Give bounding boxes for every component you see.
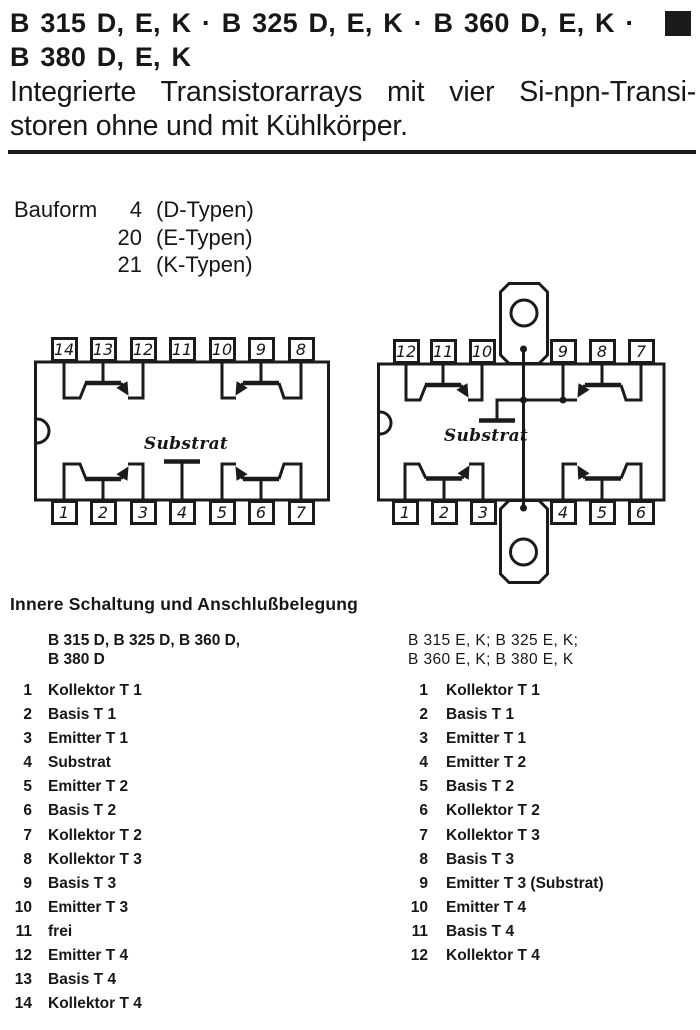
pin-number: 3	[419, 730, 428, 748]
pin-number: 3	[23, 730, 32, 748]
dip14-pin-9: 9	[248, 337, 275, 362]
dip14-pin-3: 3	[130, 500, 157, 525]
dip14-pin-4: 4	[169, 500, 196, 525]
pin-list-d-types	[14, 681, 344, 1018]
pin-function: Basis T 4	[446, 922, 515, 940]
pin-row	[14, 777, 344, 801]
pin-function: Kollektor T 3	[446, 826, 540, 844]
corner-marker-square	[665, 11, 691, 36]
pin-function: Kollektor T 4	[48, 995, 142, 1013]
substrat-label: Substrat	[443, 426, 529, 446]
junction-dot	[520, 397, 527, 404]
pin-number: 10	[14, 898, 32, 916]
dip14-pin-12: 12	[130, 337, 157, 362]
pin-row	[404, 826, 694, 850]
bauform-row	[14, 224, 254, 252]
pin-row	[14, 970, 344, 994]
column-header-d-types	[48, 632, 240, 669]
header-line: B 380 D	[48, 650, 105, 668]
dip14-pin-10: 10	[209, 337, 236, 362]
pin-function: Basis T 3	[48, 874, 117, 892]
pin-number: 8	[419, 850, 428, 868]
dip12-pin-3: 3	[470, 500, 497, 525]
pin-row	[14, 753, 344, 777]
title-line-2: B 380 D, E, K	[10, 42, 192, 72]
pin-function: Basis T 1	[446, 706, 515, 724]
pin-row	[404, 898, 694, 922]
dip14-pin-8: 8	[288, 337, 315, 362]
pin-function: Basis T 2	[446, 778, 515, 796]
pin-function: Emitter T 2	[446, 754, 527, 772]
pin-number: 9	[419, 874, 428, 892]
pin-function: Kollektor T 2	[446, 802, 540, 820]
dip12-package-diagram	[368, 270, 688, 590]
bauform-number: 20	[117, 224, 142, 250]
dip12-pin-9: 9	[550, 339, 577, 364]
dip14-pin-11: 11	[169, 337, 196, 362]
bauform-label: Bauform	[14, 197, 98, 222]
pin-list-ek-types	[404, 681, 694, 970]
pin-number: 2	[419, 706, 428, 724]
header-line: B 315 E, K; B 325 E, K;	[408, 632, 579, 649]
pin-function: Basis T 3	[446, 850, 515, 868]
pin-row	[404, 729, 694, 753]
pin-number: 7	[23, 826, 32, 844]
dip14-pin-7: 7	[288, 500, 315, 525]
junction-dot	[520, 346, 527, 353]
dip12-pin-10: 10	[469, 339, 496, 364]
pin-number: 9	[23, 874, 32, 892]
pin-function: Kollektor T 1	[446, 682, 540, 699]
substrat-label: Substrat	[143, 434, 229, 454]
pin-number: 12	[410, 947, 428, 965]
bauform-number: 4	[129, 197, 142, 222]
pin-number: 11	[411, 922, 428, 940]
pin-function: Emitter T 1	[48, 730, 129, 748]
pin-number: 5	[23, 778, 32, 796]
subtitle-line-1: Integrierte Transistorarrays mit vier Si-npn-Transi-	[10, 76, 696, 108]
junction-dot	[520, 505, 527, 512]
dip12-pin-2: 2	[431, 500, 458, 525]
pin-function: Basis T 1	[48, 706, 117, 724]
pin-row	[404, 922, 694, 946]
header-line: B 360 E, K; B 380 E, K	[408, 650, 574, 668]
pin-number: 4	[419, 754, 428, 772]
pin-row	[14, 801, 344, 825]
dip12-pin-6: 6	[628, 500, 655, 525]
dip14-pin-13: 13	[90, 337, 117, 362]
horizontal-rule	[8, 150, 696, 154]
pin-number: 4	[23, 754, 32, 772]
bauform-block	[14, 196, 254, 279]
pin-function: Emitter T 2	[48, 778, 129, 796]
bottom-mounting-tab	[501, 501, 548, 583]
pin-function: Emitter T 4	[446, 898, 527, 916]
pin-row	[14, 850, 344, 874]
pin-row	[404, 777, 694, 801]
pin-row	[404, 801, 694, 825]
pin-row	[404, 681, 694, 705]
dip14-pin-6: 6	[248, 500, 275, 525]
pin-row	[14, 994, 344, 1018]
dip12-pin-11: 11	[430, 339, 457, 364]
pin-function: Basis T 4	[48, 971, 117, 989]
pin-number: 5	[419, 778, 428, 796]
bauform-desc: (D-Typen)	[156, 197, 254, 222]
pin-number: 8	[23, 850, 32, 868]
pin-function: Basis T 2	[48, 802, 117, 820]
pin-row	[404, 874, 694, 898]
pin-number: 13	[14, 971, 32, 989]
page-title	[10, 6, 658, 74]
column-header-ek-types	[408, 632, 578, 669]
pin-number: 1	[419, 682, 428, 699]
dip12-pin-8: 8	[589, 339, 616, 364]
dip14-package-diagram	[22, 330, 342, 530]
pin-number: 2	[23, 706, 32, 724]
pin-row	[14, 922, 344, 946]
pin-function: Emitter T 1	[446, 730, 527, 748]
bauform-row	[14, 196, 254, 224]
pin-function: Kollektor T 3	[48, 850, 142, 868]
dip14-pin-5: 5	[209, 500, 236, 525]
pin-function: Kollektor T 1	[48, 682, 142, 699]
pin-number: 12	[14, 947, 32, 965]
pin-row	[14, 874, 344, 898]
pin-function: Emitter T 3	[48, 898, 129, 916]
pin-row	[14, 826, 344, 850]
bauform-row	[14, 251, 254, 279]
dip12-pin-7: 7	[628, 339, 655, 364]
pin-function: Substrat	[48, 754, 111, 772]
pin-number: 11	[15, 922, 32, 940]
pin-function: Emitter T 4	[48, 947, 129, 965]
subtitle	[10, 76, 696, 143]
pin-function: Kollektor T 2	[48, 826, 142, 844]
dip12-pin-5: 5	[589, 500, 616, 525]
dip14-pin-1: 1	[51, 500, 78, 525]
pin-number: 6	[419, 802, 428, 820]
pin-function: Kollektor T 4	[446, 947, 540, 965]
subtitle-line-2: storen ohne und mit Kühlkörper.	[10, 109, 408, 142]
dip12-pin-4: 4	[550, 500, 577, 525]
dip12-pin-1: 1	[392, 500, 419, 525]
pin-number: 6	[23, 802, 32, 820]
pin-number: 10	[410, 898, 428, 916]
pin-row	[404, 946, 694, 970]
pin-row	[14, 729, 344, 753]
bauform-desc: (K-Typen)	[156, 252, 253, 277]
pin-number: 7	[419, 826, 428, 844]
pin-function: Emitter T 3 (Substrat)	[446, 874, 604, 892]
pin-number: 1	[23, 682, 32, 699]
dip12-pin-12: 12	[393, 339, 420, 364]
pin-row	[14, 705, 344, 729]
section-heading: Innere Schaltung und Anschlußbelegung	[10, 594, 359, 614]
bauform-number: 21	[117, 252, 142, 277]
pin-row	[14, 946, 344, 970]
title-line-1: B 315 D, E, K · B 325 D, E, K · B 360 D, E, K ·	[10, 8, 635, 38]
pin-row	[404, 850, 694, 874]
pin-row	[14, 898, 344, 922]
header-line: B 315 D, B 325 D, B 360 D,	[48, 632, 241, 649]
dip14-pin-14: 14	[51, 337, 78, 362]
dip14-pin-2: 2	[90, 500, 117, 525]
pin-row	[404, 705, 694, 729]
pin-row	[404, 753, 694, 777]
pin-number: 14	[14, 995, 32, 1013]
pin-row	[14, 681, 344, 705]
pin-function: frei	[48, 922, 73, 940]
bauform-desc: (E-Typen)	[156, 224, 253, 250]
